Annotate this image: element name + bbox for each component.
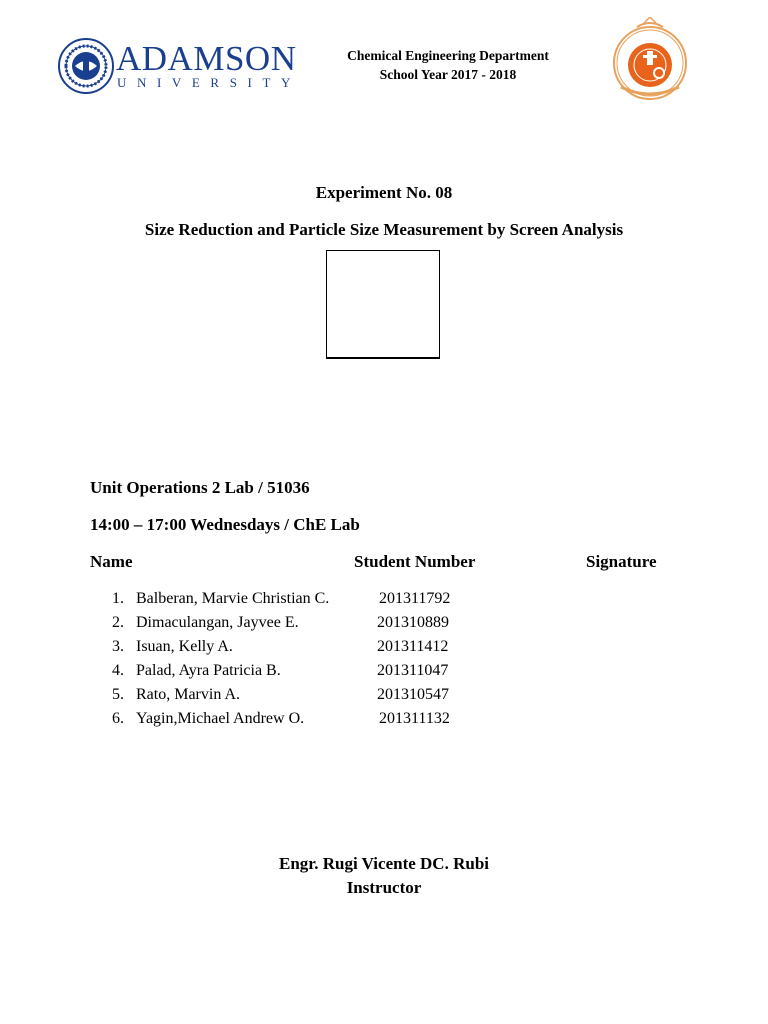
row-number: 1. (112, 590, 124, 607)
row-number: 3. (112, 638, 124, 655)
student-number: 201310889 (377, 614, 449, 631)
university-name: ADAMSON (116, 39, 297, 78)
adamson-university-seal-icon (58, 38, 114, 94)
row-number: 4. (112, 662, 124, 679)
header-student-number: Student Number (354, 552, 476, 571)
experiment-title: Size Reduction and Particle Size Measurement by Screen Analysis (144, 220, 624, 239)
student-name: Yagin,Michael Andrew O. (136, 710, 305, 727)
row-number: 5. (112, 686, 124, 703)
instructor-role: Instructor (346, 878, 422, 897)
adamson-university-logo (58, 38, 303, 96)
engineering-college-seal-icon (607, 17, 693, 103)
student-number: 201311132 (379, 710, 450, 727)
department-block (320, 46, 576, 84)
student-number: 201310547 (377, 686, 449, 703)
student-name: Rato, Marvin A. (136, 686, 240, 703)
student-number: 201311047 (377, 662, 449, 679)
row-number: 2. (112, 614, 124, 631)
instructor-name: Engr. Rugi Vicente DC. Rubi (278, 854, 489, 873)
course-schedule: 14:00 – 17:00 Wednesdays / ChE Lab (90, 515, 360, 534)
header-name: Name (90, 552, 133, 571)
student-name: Dimaculangan, Jayvee E. (136, 614, 299, 631)
student-name: Palad, Ayra Patricia B. (136, 662, 281, 679)
header-signature: Signature (586, 552, 657, 571)
student-number: 201311412 (377, 638, 449, 655)
photo-placeholder-box (326, 250, 440, 359)
university-subtitle: UNIVERSITY (117, 75, 301, 90)
course-unit: Unit Operations 2 Lab / 51036 (90, 478, 310, 497)
school-year: School Year 2017 - 2018 (379, 67, 517, 82)
student-name: Balberan, Marvie Christian C. (136, 590, 330, 607)
student-name: Isuan, Kelly A. (136, 638, 233, 655)
student-number: 201311792 (379, 590, 451, 607)
department-name: Chemical Engineering Department (347, 48, 549, 63)
row-number: 6. (112, 710, 124, 727)
experiment-number: Experiment No. 08 (315, 183, 453, 202)
